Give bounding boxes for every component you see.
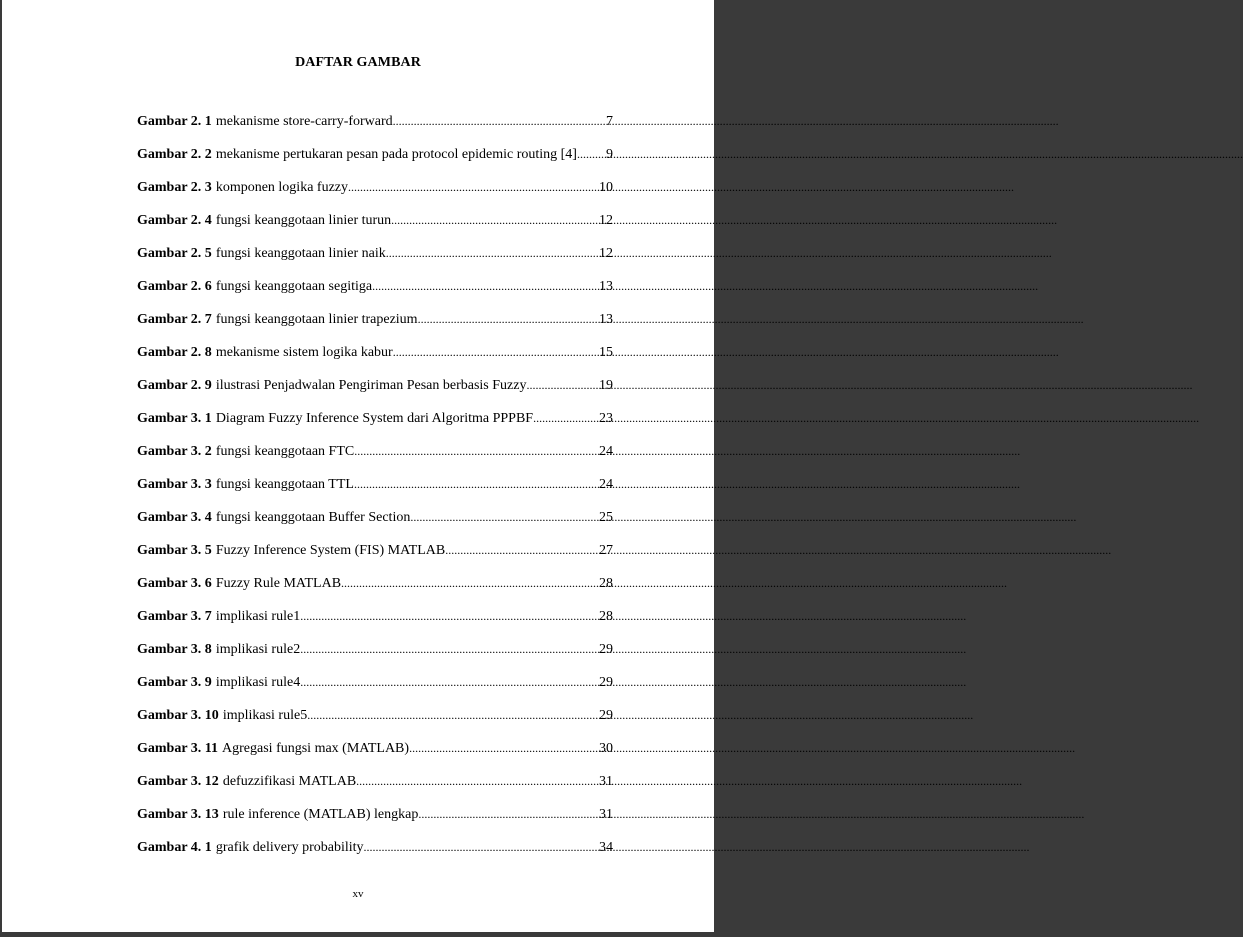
figure-caption: fungsi keanggotaan linier trapezium <box>215 312 418 327</box>
figure-entry <box>137 147 613 180</box>
figure-page-number: 23 <box>599 411 613 426</box>
figure-page-number: 27 <box>599 543 613 558</box>
figure-caption: komponen logika fuzzy <box>215 180 348 195</box>
dot-leader <box>307 708 599 724</box>
dot-leader <box>356 774 599 790</box>
figure-label: Gambar 3. 10 <box>137 708 219 723</box>
figure-entry <box>137 477 613 510</box>
figure-caption: Agregasi fungsi max (MATLAB) <box>222 741 410 756</box>
figure-page-number: 29 <box>599 642 613 657</box>
figure-label: Gambar 2. 8 <box>137 345 212 360</box>
figure-entry <box>137 510 613 543</box>
figure-caption: fungsi keanggotaan TTL <box>215 477 354 492</box>
figure-entry <box>137 411 613 444</box>
figure-caption: fungsi keanggotaan segitiga <box>215 279 373 294</box>
figure-label: Gambar 2. 1 <box>137 114 212 129</box>
page-title: DAFTAR GAMBAR <box>295 55 421 70</box>
figure-entry <box>137 543 613 576</box>
figure-caption: fungsi keanggotaan linier naik <box>215 246 386 261</box>
figure-entry <box>137 312 613 345</box>
dot-leader <box>364 840 599 856</box>
figure-caption: mekanisme store-carry-forward <box>215 114 393 129</box>
dot-leader <box>445 543 599 559</box>
figure-label: Gambar 3. 7 <box>137 609 212 624</box>
figure-entry <box>137 741 613 774</box>
figure-caption: implikasi rule4 <box>215 675 301 690</box>
figure-caption: Fuzzy Inference System (FIS) MATLAB <box>215 543 446 558</box>
figure-label: Gambar 2. 5 <box>137 246 212 261</box>
figure-page-number: 24 <box>599 444 613 459</box>
figure-label: Gambar 4. 1 <box>137 840 212 855</box>
figure-label: Gambar 2. 3 <box>137 180 212 195</box>
figure-caption: Fuzzy Rule MATLAB <box>215 576 342 591</box>
figure-label: Gambar 2. 9 <box>137 378 212 393</box>
figure-page-number: 19 <box>599 378 613 393</box>
figure-entry <box>137 378 613 411</box>
figure-entry <box>137 840 613 873</box>
figure-caption: defuzzifikasi MATLAB <box>222 774 357 789</box>
figure-page-number: 9 <box>606 147 613 162</box>
dot-leader <box>393 345 599 361</box>
figure-caption: grafik delivery probability <box>215 840 364 855</box>
figure-label: Gambar 3. 12 <box>137 774 219 789</box>
figure-entry <box>137 774 613 807</box>
figure-page-number: 7 <box>606 114 613 129</box>
figure-page-number: 31 <box>599 807 613 822</box>
dot-leader <box>410 510 599 526</box>
dot-leader <box>391 213 599 229</box>
dot-leader <box>300 675 599 691</box>
figure-page-number: 10 <box>599 180 613 195</box>
figure-page-number: 25 <box>599 510 613 525</box>
dot-leader <box>409 741 599 757</box>
figure-page-number: 13 <box>599 279 613 294</box>
figure-caption: fungsi keanggotaan Buffer Section <box>215 510 411 525</box>
figure-page-number: 34 <box>599 840 613 855</box>
figure-entry <box>137 345 613 378</box>
dot-leader <box>386 246 599 262</box>
dot-leader <box>393 114 606 130</box>
figure-caption: implikasi rule5 <box>222 708 308 723</box>
figure-entry <box>137 114 613 147</box>
figure-entry <box>137 708 613 741</box>
figure-page-number: 12 <box>599 213 613 228</box>
figure-label: Gambar 2. 7 <box>137 312 212 327</box>
figure-page-number: 13 <box>599 312 613 327</box>
dot-leader <box>354 477 599 493</box>
dot-leader <box>418 807 599 823</box>
dot-leader <box>577 147 606 163</box>
figure-label: Gambar 2. 6 <box>137 279 212 294</box>
figure-page-number: 31 <box>599 774 613 789</box>
figure-label: Gambar 3. 1 <box>137 411 212 426</box>
figure-page-number: 24 <box>599 477 613 492</box>
figure-label: Gambar 3. 5 <box>137 543 212 558</box>
figure-caption: mekanisme sistem logika kabur <box>215 345 393 360</box>
figure-label: Gambar 3. 3 <box>137 477 212 492</box>
figure-entry <box>137 279 613 312</box>
figure-label: Gambar 2. 4 <box>137 213 212 228</box>
figure-entry <box>137 180 613 213</box>
figure-caption: rule inference (MATLAB) lengkap <box>222 807 419 822</box>
figure-label: Gambar 3. 2 <box>137 444 212 459</box>
figure-page-number: 28 <box>599 576 613 591</box>
figure-page-number: 30 <box>599 741 613 756</box>
figure-page-number: 12 <box>599 246 613 261</box>
dot-leader <box>300 642 599 658</box>
figure-entry <box>137 576 613 609</box>
figure-entry <box>137 807 613 840</box>
figure-caption: implikasi rule1 <box>215 609 301 624</box>
figure-page-number: 29 <box>599 675 613 690</box>
figure-entry <box>137 444 613 477</box>
figure-caption: fungsi keanggotaan FTC <box>215 444 355 459</box>
figure-entry <box>137 609 613 642</box>
figure-label: Gambar 3. 11 <box>137 741 219 756</box>
figure-caption: mekanisme pertukaran pesan pada protocol epidemic routing [4] <box>215 147 577 162</box>
figure-entry <box>137 675 613 708</box>
dot-leader <box>418 312 599 328</box>
dot-leader <box>300 609 599 625</box>
dot-leader <box>354 444 599 460</box>
page-number: xv <box>352 888 364 900</box>
dot-leader <box>526 378 599 394</box>
dot-leader <box>341 576 599 592</box>
figure-label: Gambar 3. 13 <box>137 807 219 822</box>
dot-leader <box>372 279 599 295</box>
figure-entry <box>137 246 613 279</box>
figure-list <box>137 114 613 873</box>
figure-label: Gambar 3. 9 <box>137 675 212 690</box>
figure-caption: implikasi rule2 <box>215 642 301 657</box>
figure-page-number: 29 <box>599 708 613 723</box>
figure-entry <box>137 213 613 246</box>
figure-label: Gambar 3. 4 <box>137 510 212 525</box>
dot-leader <box>533 411 599 427</box>
figure-label: Gambar 2. 2 <box>137 147 212 162</box>
figure-page-number: 15 <box>599 345 613 360</box>
dot-leader <box>348 180 599 196</box>
figure-caption: ilustrasi Penjadwalan Pengiriman Pesan berbasis Fuzzy <box>215 378 527 393</box>
figure-entry <box>137 642 613 675</box>
document-page <box>2 0 714 932</box>
figure-page-number: 28 <box>599 609 613 624</box>
figure-caption: fungsi keanggotaan linier turun <box>215 213 392 228</box>
figure-label: Gambar 3. 6 <box>137 576 212 591</box>
figure-label: Gambar 3. 8 <box>137 642 212 657</box>
figure-caption: Diagram Fuzzy Inference System dari Algoritma PPPBF <box>215 411 534 426</box>
